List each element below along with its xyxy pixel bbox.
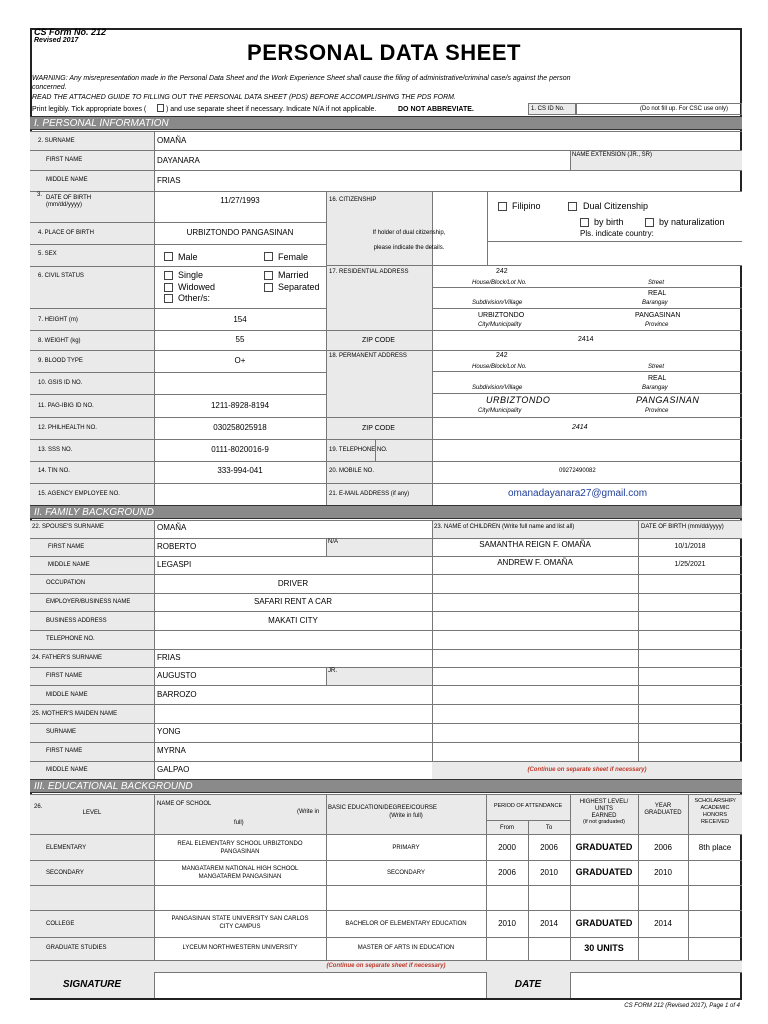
children-label: 23. NAME of CHILDREN (Write full name and list all) bbox=[434, 524, 575, 530]
education-level: SECONDARY bbox=[46, 870, 84, 876]
section-family-title: II. FAMILY BACKGROUND bbox=[34, 507, 154, 518]
date-field[interactable] bbox=[571, 973, 741, 997]
signature-field[interactable] bbox=[155, 973, 485, 997]
civil-status-label: 6. CIVIL STATUS bbox=[38, 273, 84, 279]
signature-label: SIGNATURE bbox=[62, 979, 122, 990]
barangay-caption: Barangay bbox=[642, 300, 668, 306]
middle-name-label: MIDDLE NAME bbox=[46, 177, 88, 183]
female-checkbox[interactable] bbox=[264, 252, 273, 261]
date-label: DATE bbox=[514, 979, 542, 990]
period-to-header: To bbox=[545, 825, 553, 831]
occupation-label: OCCUPATION bbox=[46, 580, 86, 586]
blood-type-label: 9. BLOOD TYPE bbox=[38, 358, 83, 364]
pagibig-value[interactable]: 1211-8928-8194 bbox=[210, 401, 270, 410]
mother-surname-value[interactable]: YONG bbox=[157, 727, 181, 736]
perm-city-value[interactable]: URBIZTONDO bbox=[486, 395, 551, 405]
res-zip-label: ZIP CODE bbox=[362, 337, 395, 344]
pob-value[interactable]: URBIZTONDO PANGASINAN bbox=[186, 228, 294, 237]
mobile-label: 20. MOBILE NO. bbox=[329, 468, 375, 474]
period-to[interactable]: 2014 bbox=[540, 919, 558, 928]
section-education-title: III. EDUCATIONAL BACKGROUND bbox=[34, 781, 193, 792]
form-number: CS Form No. 212 bbox=[34, 27, 107, 37]
permanent-address-label: 18. PERMANENT ADDRESS bbox=[329, 353, 407, 359]
surname-value[interactable]: OMAÑA bbox=[157, 136, 187, 145]
dob-label: DATE OF BIRTH bbox=[46, 195, 92, 201]
dual-citizenship-label: Dual Citizenship bbox=[583, 201, 649, 211]
year-graduated[interactable]: 2014 bbox=[654, 919, 672, 928]
warning-text-cont: concerned. bbox=[32, 84, 67, 91]
gsis-label: 10. GSIS ID NO. bbox=[38, 380, 83, 386]
sss-value[interactable]: 0111-8020016-9 bbox=[211, 445, 269, 454]
father-extension-value[interactable]: JR. bbox=[328, 668, 337, 674]
blood-type-value[interactable]: O+ bbox=[234, 356, 246, 365]
year-header-2: GRADUATED bbox=[644, 810, 682, 816]
period-to[interactable]: 2006 bbox=[540, 843, 558, 852]
warning-text: WARNING: Any misrepresentation made in the Personal Data Sheet and the Work Experience Sheet shall cause the filing of administrative/criminal case/s against the person bbox=[32, 75, 571, 82]
course-value[interactable]: BACHELOR OF ELEMENTARY EDUCATION bbox=[345, 921, 467, 927]
mother-surname-label: SURNAME bbox=[46, 729, 77, 735]
pob-label: 4. PLACE OF BIRTH bbox=[38, 230, 94, 236]
education-level-column bbox=[30, 834, 154, 960]
school-name[interactable]: PANGASINAN STATE UNIVERSITY SAN CARLOS bbox=[171, 916, 309, 922]
education-continue-note: (Continue on separate sheet if necessary) bbox=[326, 963, 446, 969]
perm-zip-value[interactable]: 2414 bbox=[572, 424, 588, 431]
perm-house-caption: House/Block/Lot No. bbox=[472, 364, 527, 370]
level-header: LEVEL bbox=[82, 810, 102, 816]
spouse-surname-value[interactable]: OMAÑA bbox=[157, 523, 187, 532]
filipino-checkbox[interactable] bbox=[498, 202, 507, 211]
spouse-first-value[interactable]: ROBERTO bbox=[157, 542, 197, 551]
cs-id-label: 1. CS ID No. bbox=[531, 106, 565, 112]
country-note: Pls. indicate country: bbox=[580, 229, 654, 238]
highest-level[interactable]: GRADUATED bbox=[575, 918, 633, 928]
separated-label: Separated bbox=[278, 282, 320, 292]
perm-city-caption: City/Municipality bbox=[478, 408, 522, 414]
course-header: BASIC EDUCATION/DEGREE/COURSE bbox=[328, 805, 437, 811]
citizenship-note-1: If holder of dual citizenship, bbox=[372, 230, 446, 236]
course-value[interactable]: MASTER OF ARTS IN EDUCATION bbox=[357, 945, 455, 951]
highest-level[interactable]: GRADUATED bbox=[575, 867, 633, 877]
country-note-clip bbox=[580, 229, 690, 238]
single-label: Single bbox=[178, 270, 204, 280]
child-dob[interactable]: 10/1/2018 bbox=[674, 543, 706, 550]
spouse-middle-label: MIDDLE NAME bbox=[48, 562, 90, 568]
family-continue-note: (Continue on separate sheet if necessary) bbox=[527, 767, 647, 773]
period-from-header: From bbox=[500, 825, 514, 831]
form-footer-code: CS FORM 212 (Revised 2017), Page 1 of 4 bbox=[624, 1003, 740, 1009]
scholarship-header-1: SCHOLARSHIP/ bbox=[694, 798, 736, 804]
education-number: 26. bbox=[34, 804, 43, 810]
occupation-value[interactable]: DRIVER bbox=[277, 579, 309, 588]
widowed-checkbox[interactable] bbox=[164, 283, 173, 292]
tick-sample-box bbox=[157, 104, 164, 112]
spouse-first-label: FIRST NAME bbox=[48, 544, 85, 550]
subdivision-caption: Subdivision/Village bbox=[472, 300, 523, 306]
name-extension-label: NAME EXTENSION (JR., SR) bbox=[572, 152, 653, 158]
dob-format-label: (mm/dd/yyyy) bbox=[46, 202, 82, 208]
period-from[interactable]: 2000 bbox=[498, 843, 516, 852]
spouse-middle-value[interactable]: LEGASPI bbox=[157, 560, 192, 569]
scholarship-header-2: ACADEMIC bbox=[700, 805, 730, 811]
widowed-label: Widowed bbox=[178, 282, 216, 292]
highest-header-3: EARNED bbox=[591, 813, 617, 819]
perm-province-caption: Province bbox=[645, 408, 669, 414]
school-full: full) bbox=[234, 820, 244, 826]
mother-first-value[interactable]: MYRNA bbox=[157, 746, 186, 755]
citizenship-note-2: please indicate the details. bbox=[373, 245, 445, 251]
country-select[interactable] bbox=[488, 241, 742, 265]
page-title: PERSONAL DATA SHEET bbox=[247, 40, 521, 65]
sex-label: 5. SEX bbox=[38, 251, 57, 257]
father-extension-cell bbox=[326, 667, 432, 685]
father-first-label: FIRST NAME bbox=[46, 673, 83, 679]
others-checkbox[interactable] bbox=[164, 294, 173, 303]
tin-label: 14. TIN NO. bbox=[38, 468, 70, 474]
email-value[interactable]: omanadayanara27@gmail.com bbox=[508, 488, 648, 499]
res-province-value[interactable]: PANGASINAN bbox=[635, 312, 681, 319]
perm-barangay-caption: Barangay bbox=[642, 385, 668, 391]
scholarship-header-4: RECEIVED bbox=[700, 819, 730, 825]
school-name-cont[interactable]: CITY CAMPUS bbox=[219, 924, 261, 930]
perm-zip-label: ZIP CODE bbox=[362, 425, 395, 432]
male-checkbox[interactable] bbox=[164, 252, 173, 261]
house-no-caption: House/Block/Lot No. bbox=[472, 280, 527, 286]
filipino-label: Filipino bbox=[512, 201, 541, 211]
guide-text: READ THE ATTACHED GUIDE TO FILLING OUT THE PERSONAL DATA SHEET (PDS) BEFORE ACCOMPLISHING THE PDS FORM. bbox=[32, 94, 456, 101]
telephone-label: 19. TELEPHONE NO. bbox=[329, 447, 388, 453]
honors-value[interactable]: 8th place bbox=[698, 843, 732, 852]
school-name[interactable]: MANGATAREM NATIONAL HIGH SCHOOL bbox=[181, 866, 299, 872]
perm-house-value[interactable]: 242 bbox=[496, 352, 508, 359]
form-revision: Revised 2017 bbox=[34, 37, 79, 44]
tin-value[interactable]: 333-994-041 bbox=[217, 466, 263, 475]
school-name-cont[interactable]: MANGATAREM PANGASINAN bbox=[198, 874, 282, 880]
dual-citizenship-checkbox[interactable] bbox=[568, 202, 577, 211]
highest-header-1: HIGHEST LEVEL/ bbox=[579, 799, 629, 805]
highest-level[interactable]: GRADUATED bbox=[575, 842, 633, 852]
email-label: 21. E-MAIL ADDRESS (if any) bbox=[329, 491, 410, 497]
others-label: Other/s: bbox=[178, 293, 211, 303]
children-dob-label: DATE OF BIRTH (mm/dd/yyyy) bbox=[641, 524, 724, 530]
school-name-cont[interactable]: PANGASINAN bbox=[220, 849, 260, 855]
father-surname-label: 24. FATHER'S SURNAME bbox=[32, 655, 103, 661]
surname-label: 2. SURNAME bbox=[38, 138, 75, 144]
single-checkbox[interactable] bbox=[164, 271, 173, 280]
middle-name-value[interactable]: FRIAS bbox=[157, 176, 181, 185]
citizenship-label: 16. CITIZENSHIP bbox=[329, 197, 377, 203]
child-dob[interactable]: 1/25/2021 bbox=[674, 561, 706, 568]
employer-label: EMPLOYER/BUSINESS NAME bbox=[46, 599, 131, 605]
course-value[interactable]: PRIMARY bbox=[392, 845, 420, 851]
mother-first-label: FIRST NAME bbox=[46, 748, 83, 754]
by-naturalization-label: by naturalization bbox=[659, 217, 725, 227]
period-header: PERIOD OF ATTENDANCE bbox=[493, 803, 563, 809]
section-personal-header bbox=[30, 116, 742, 130]
weight-value[interactable]: 55 bbox=[235, 335, 245, 344]
father-surname-value[interactable]: FRIAS bbox=[157, 653, 181, 662]
perm-barangay-value[interactable]: REAL bbox=[648, 375, 667, 382]
pagibig-label: 11. PAG-IBIG ID NO. bbox=[38, 403, 94, 409]
res-house-clip bbox=[432, 266, 742, 275]
period-from[interactable]: 2006 bbox=[498, 868, 516, 877]
highest-header-4: (if not graduated) bbox=[583, 819, 625, 825]
print-instructions-b: ) and use separate sheet if necessary. Indicate N/A if not applicable. bbox=[166, 106, 377, 113]
res-zip-value[interactable]: 2414 bbox=[578, 336, 594, 343]
school-header: NAME OF SCHOOL bbox=[157, 801, 212, 807]
province-caption: Province bbox=[645, 322, 669, 328]
mother-middle-label: MIDDLE NAME bbox=[46, 767, 88, 773]
father-middle-label: MIDDLE NAME bbox=[46, 692, 88, 698]
section-family-header bbox=[30, 505, 742, 519]
married-label: Married bbox=[278, 270, 309, 280]
highest-header-2: UNITS bbox=[595, 806, 613, 812]
philhealth-label: 12. PHILHEALTH NO. bbox=[38, 425, 97, 431]
print-instructions-a: Print legibly. Tick appropriate boxes ( bbox=[32, 106, 147, 113]
course-write-in: (Write in full) bbox=[389, 813, 423, 819]
personal-label-column-right bbox=[326, 191, 432, 507]
spouse-extension-cell bbox=[326, 538, 432, 556]
father-first-value[interactable]: AUGUSTO bbox=[157, 671, 197, 680]
business-address-label: BUSINESS ADDRESS bbox=[46, 618, 107, 624]
mobile-value[interactable]: 09272490082 bbox=[559, 468, 596, 474]
dob-number: 3. bbox=[37, 192, 43, 198]
period-to[interactable]: 2010 bbox=[540, 868, 558, 877]
res-city-value[interactable]: URBIZTONDO bbox=[478, 312, 525, 319]
child-name[interactable]: SAMANTHA REIGN F. OMAÑA bbox=[479, 540, 591, 549]
height-value[interactable]: 154 bbox=[233, 315, 247, 324]
spouse-extension-value[interactable]: N/A bbox=[328, 539, 339, 545]
no-abbreviate-text: DO NOT ABBREVIATE. bbox=[398, 106, 474, 113]
education-level: GRADUATE STUDIES bbox=[46, 945, 107, 951]
period-from[interactable]: 2010 bbox=[498, 919, 516, 928]
separated-checkbox[interactable] bbox=[264, 283, 273, 292]
year-graduated[interactable]: 2006 bbox=[654, 843, 672, 852]
perm-subdivision-caption: Subdivision/Village bbox=[472, 385, 523, 391]
employer-value[interactable]: SAFARI RENT A CAR bbox=[253, 597, 333, 606]
section-education-header bbox=[30, 779, 742, 793]
sss-label: 13. SSS NO. bbox=[38, 447, 73, 453]
child-name[interactable]: ANDREW F. OMAÑA bbox=[497, 558, 573, 567]
first-name-value[interactable]: DAYANARA bbox=[157, 156, 200, 165]
dob-value[interactable]: 11/27/1993 bbox=[220, 196, 260, 205]
by-naturalization-checkbox[interactable] bbox=[645, 218, 654, 227]
father-middle-value[interactable]: BARROZO bbox=[157, 690, 197, 699]
education-level: ELEMENTARY bbox=[46, 845, 87, 851]
year-header-1: YEAR bbox=[654, 803, 672, 809]
married-checkbox[interactable] bbox=[264, 271, 273, 280]
school-name[interactable]: LYCEUM NORTHWESTERN UNIVERSITY bbox=[182, 945, 298, 951]
mother-middle-value[interactable]: GALPAO bbox=[157, 765, 190, 774]
school-name[interactable]: REAL ELEMENTARY SCHOOL URBIZTONDO bbox=[177, 841, 303, 847]
spouse-surname-label: 22. SPOUSE'S SURNAME bbox=[32, 524, 104, 530]
mother-maiden-label: 25. MOTHER'S MAIDEN NAME bbox=[32, 711, 118, 717]
civil-status-options bbox=[155, 267, 325, 307]
by-birth-label: by birth bbox=[594, 217, 624, 227]
perm-street-caption: Street bbox=[648, 364, 665, 370]
perm-province-value[interactable]: PANGASINAN bbox=[636, 395, 700, 405]
by-birth-checkbox[interactable] bbox=[580, 218, 589, 227]
male-label: Male bbox=[178, 252, 198, 262]
school-write-in: (Write in bbox=[297, 809, 320, 815]
scholarship-header-3: HONORS bbox=[702, 812, 728, 818]
street-caption: Street bbox=[648, 280, 665, 286]
section-personal-title: I. PERSONAL INFORMATION bbox=[34, 118, 169, 129]
business-address-value[interactable]: MAKATI CITY bbox=[268, 616, 318, 625]
weight-label: 8. WEIGHT (kg) bbox=[38, 338, 81, 344]
residential-address-label: 17. RESIDENTIAL ADDRESS bbox=[329, 269, 409, 275]
female-label: Female bbox=[278, 252, 309, 262]
year-graduated[interactable]: 2010 bbox=[654, 868, 672, 877]
first-name-label: FIRST NAME bbox=[46, 157, 83, 163]
highest-level[interactable]: 30 UNITS bbox=[584, 943, 624, 953]
city-caption: City/Municipality bbox=[478, 322, 522, 328]
course-value[interactable]: SECONDARY bbox=[387, 870, 425, 876]
agency-no-label: 15. AGENCY EMPLOYEE NO. bbox=[38, 491, 120, 497]
philhealth-value[interactable]: 030258025918 bbox=[213, 423, 267, 432]
height-label: 7. HEIGHT (m) bbox=[38, 317, 78, 323]
spouse-telephone-label: TELEPHONE NO. bbox=[46, 636, 95, 642]
csc-use-note: (Do not fill up. For CSC use only) bbox=[640, 106, 729, 112]
res-barangay-value[interactable]: REAL bbox=[648, 290, 667, 297]
education-level: COLLEGE bbox=[46, 921, 75, 927]
res-house-value[interactable]: 242 bbox=[496, 268, 508, 275]
